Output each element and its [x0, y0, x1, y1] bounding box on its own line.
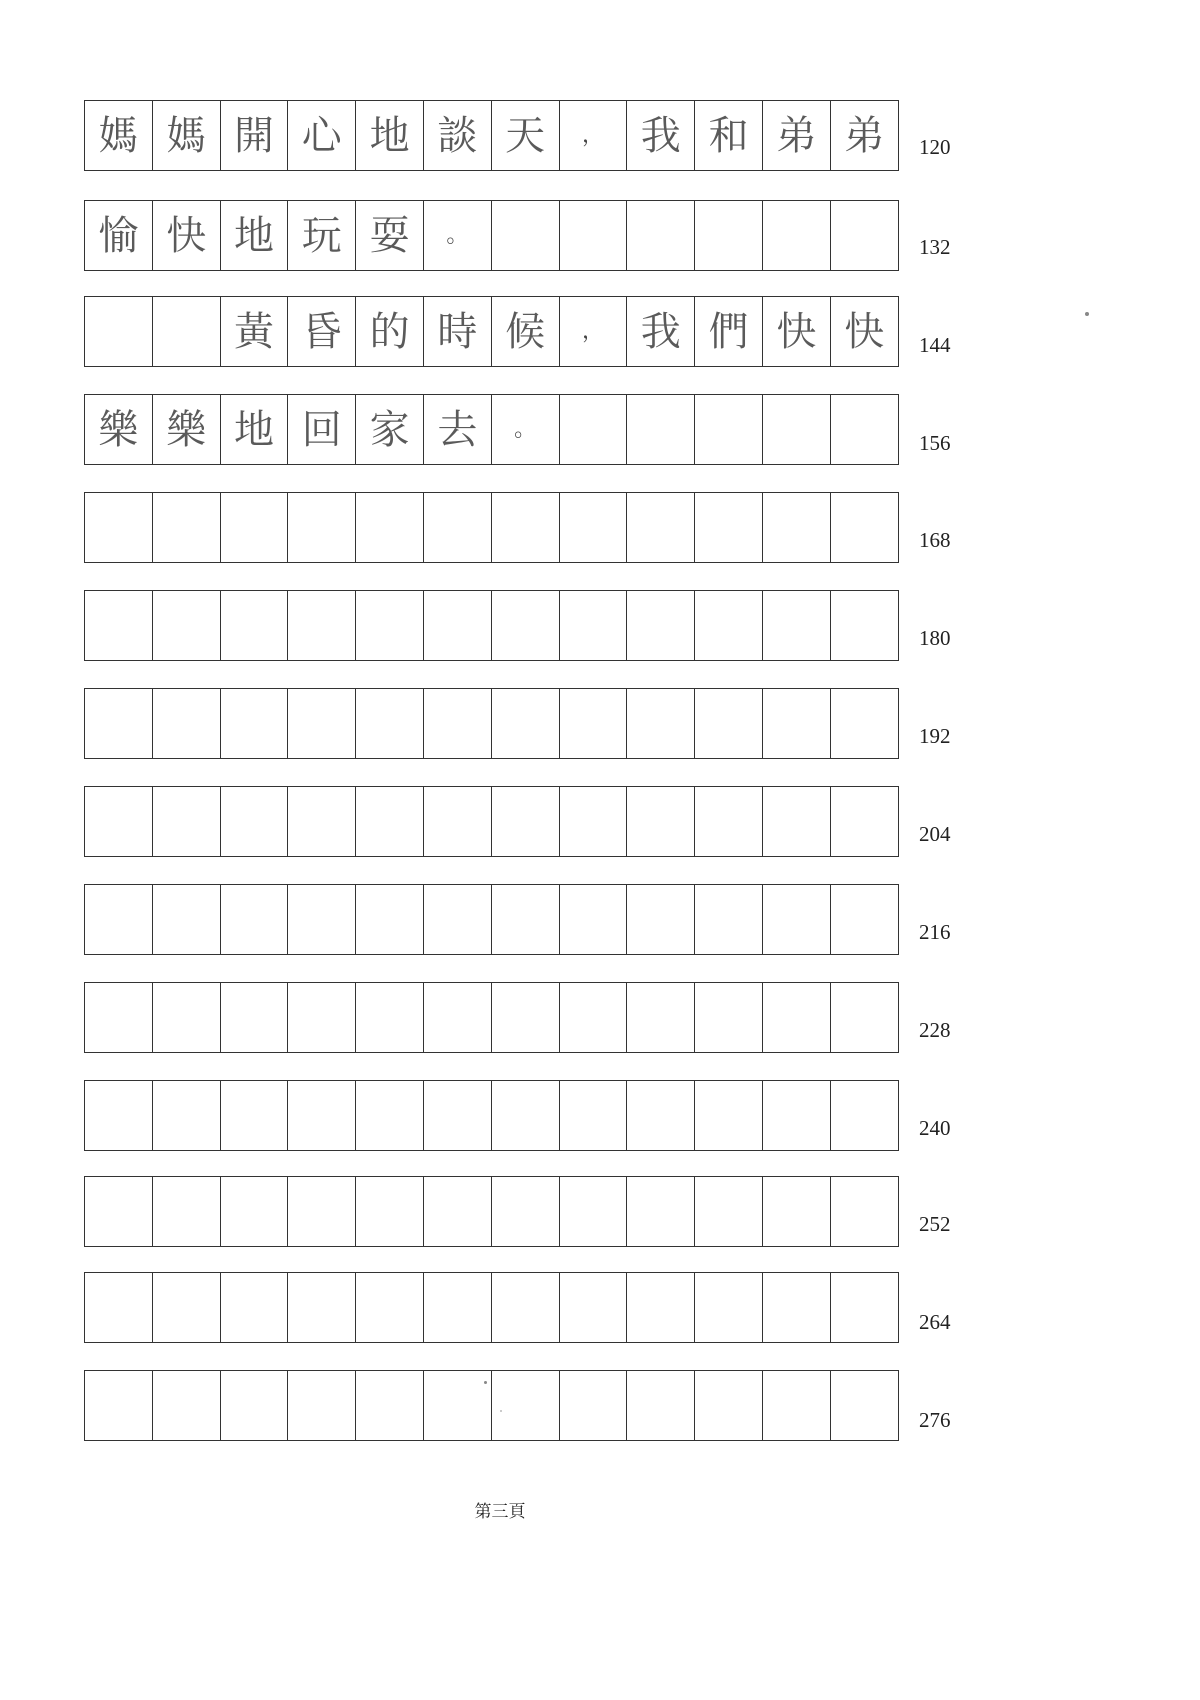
grid-cell: [762, 492, 830, 563]
grid-cell: [423, 590, 491, 661]
grid-cell: [559, 492, 627, 563]
grid-cell: 快: [762, 296, 830, 367]
grid-row: [84, 884, 910, 955]
grid-cell: 和: [694, 100, 762, 171]
grid-cell: [423, 492, 491, 563]
grid-row: [84, 394, 910, 465]
grid-cell: [694, 1176, 762, 1247]
grid-cell: [287, 982, 355, 1053]
grid-row: [84, 100, 910, 171]
grid-cell: 開: [220, 100, 288, 171]
grid-cell: [287, 492, 355, 563]
grid-cell: [559, 982, 627, 1053]
grid-cell: [152, 296, 220, 367]
grid-cell: [694, 394, 762, 465]
grid-cell: 快: [152, 200, 220, 271]
grid-cell: [287, 884, 355, 955]
grid-cell: [694, 590, 762, 661]
grid-cell: [355, 884, 423, 955]
grid-cell: [355, 688, 423, 759]
grid-cell: 家: [355, 394, 423, 465]
char-count-label: 132: [919, 235, 951, 259]
grid-cell: [355, 1176, 423, 1247]
grid-cell: [762, 982, 830, 1053]
grid-cell: [355, 1272, 423, 1343]
grid-row: [84, 786, 910, 857]
grid-cell: [84, 1176, 152, 1247]
grid-cell: 樂: [152, 394, 220, 465]
grid-cell: 我: [626, 296, 694, 367]
grid-cell: [626, 688, 694, 759]
grid-cell: [559, 200, 627, 271]
grid-cell: [626, 1176, 694, 1247]
grid-cell: [491, 492, 559, 563]
grid-cell: [423, 786, 491, 857]
grid-cell: [287, 1176, 355, 1247]
grid-row: [84, 1176, 910, 1247]
grid-cell: [830, 982, 899, 1053]
char-count-label: 264: [919, 1310, 951, 1334]
grid-cell: [220, 1370, 288, 1441]
grid-cell: [84, 1080, 152, 1151]
scan-speck: [1085, 312, 1089, 316]
grid-cell: 我: [626, 100, 694, 171]
grid-cell: [694, 1272, 762, 1343]
grid-cell: [694, 492, 762, 563]
grid-cell: [559, 786, 627, 857]
grid-cell: 時: [423, 296, 491, 367]
char-count-label: 216: [919, 920, 951, 944]
grid-cell: [423, 1370, 491, 1441]
grid-cell: [152, 786, 220, 857]
grid-cell: [491, 590, 559, 661]
grid-row: [84, 1080, 910, 1151]
grid-cell: [220, 492, 288, 563]
grid-cell: [830, 786, 899, 857]
grid-row: [84, 1272, 910, 1343]
grid-cell: [830, 688, 899, 759]
grid-cell: [491, 884, 559, 955]
grid-cell: 地: [220, 200, 288, 271]
grid-cell: [355, 982, 423, 1053]
grid-cell: [762, 688, 830, 759]
grid-cell: 地: [355, 100, 423, 171]
scan-speck: [500, 1410, 502, 1412]
grid-cell: [84, 982, 152, 1053]
grid-cell: [152, 1176, 220, 1247]
grid-row: [84, 982, 910, 1053]
grid-row: [84, 1370, 910, 1441]
grid-cell: [84, 1272, 152, 1343]
grid-row: [84, 590, 910, 661]
grid-cell: 的: [355, 296, 423, 367]
grid-cell: 黃: [220, 296, 288, 367]
scan-speck: [484, 1381, 487, 1384]
grid-cell: 地: [220, 394, 288, 465]
grid-cell: [491, 982, 559, 1053]
grid-cell: [694, 786, 762, 857]
grid-cell: [694, 884, 762, 955]
grid-cell: [626, 1080, 694, 1151]
grid-cell: [559, 1176, 627, 1247]
grid-row: [84, 200, 910, 271]
grid-cell: [830, 200, 899, 271]
grid-cell: [220, 1272, 288, 1343]
grid-cell: [491, 786, 559, 857]
grid-cell: [152, 492, 220, 563]
grid-cell: 候: [491, 296, 559, 367]
grid-cell: [423, 982, 491, 1053]
char-count-label: 240: [919, 1116, 951, 1140]
char-count-label: 144: [919, 333, 951, 357]
grid-cell: [287, 1370, 355, 1441]
grid-cell: [626, 200, 694, 271]
grid-cell: 。: [491, 394, 559, 465]
grid-cell: 玩: [287, 200, 355, 271]
grid-cell: [626, 492, 694, 563]
grid-cell: ，: [559, 100, 627, 171]
grid-cell: 們: [694, 296, 762, 367]
grid-cell: [626, 884, 694, 955]
grid-cell: [423, 1272, 491, 1343]
grid-cell: [626, 786, 694, 857]
grid-cell: [152, 1272, 220, 1343]
grid-cell: [220, 1176, 288, 1247]
char-count-label: 252: [919, 1212, 951, 1236]
grid-cell: 心: [287, 100, 355, 171]
grid-cell: [830, 884, 899, 955]
grid-cell: [830, 1176, 899, 1247]
grid-row: [84, 296, 910, 367]
char-count-label: 180: [919, 626, 951, 650]
grid-cell: 快: [830, 296, 899, 367]
grid-cell: [152, 688, 220, 759]
grid-cell: [220, 590, 288, 661]
grid-cell: 回: [287, 394, 355, 465]
grid-cell: [220, 688, 288, 759]
grid-cell: [152, 884, 220, 955]
grid-cell: 媽: [84, 100, 152, 171]
grid-cell: 談: [423, 100, 491, 171]
grid-cell: [762, 1370, 830, 1441]
grid-cell: [694, 1370, 762, 1441]
grid-cell: ，: [559, 296, 627, 367]
grid-cell: [762, 1176, 830, 1247]
grid-cell: [423, 1080, 491, 1151]
grid-cell: [84, 296, 152, 367]
grid-cell: [762, 590, 830, 661]
grid-cell: [762, 1080, 830, 1151]
grid-cell: [423, 884, 491, 955]
grid-cell: [762, 1272, 830, 1343]
grid-cell: [762, 786, 830, 857]
grid-cell: [626, 982, 694, 1053]
grid-cell: [491, 1272, 559, 1343]
grid-row: [84, 492, 910, 563]
grid-cell: 媽: [152, 100, 220, 171]
grid-cell: [287, 1272, 355, 1343]
grid-cell: 耍: [355, 200, 423, 271]
grid-cell: 愉: [84, 200, 152, 271]
grid-cell: [830, 590, 899, 661]
grid-cell: [626, 394, 694, 465]
grid-cell: [559, 884, 627, 955]
grid-cell: [152, 982, 220, 1053]
grid-cell: [355, 590, 423, 661]
grid-cell: [152, 1370, 220, 1441]
grid-cell: [355, 1080, 423, 1151]
grid-cell: 天: [491, 100, 559, 171]
grid-cell: [694, 200, 762, 271]
page-number-label: 第三頁: [474, 1502, 526, 1522]
grid-cell: [423, 688, 491, 759]
grid-cell: [220, 786, 288, 857]
grid-cell: 去: [423, 394, 491, 465]
grid-cell: 昏: [287, 296, 355, 367]
grid-cell: [559, 688, 627, 759]
grid-cell: [626, 590, 694, 661]
grid-cell: [830, 1370, 899, 1441]
char-count-label: 156: [919, 431, 951, 455]
grid-cell: [559, 590, 627, 661]
grid-cell: [84, 884, 152, 955]
grid-cell: [694, 688, 762, 759]
grid-cell: [491, 1370, 559, 1441]
grid-cell: [559, 1080, 627, 1151]
grid-cell: [762, 394, 830, 465]
grid-cell: 弟: [830, 100, 899, 171]
grid-cell: [694, 1080, 762, 1151]
grid-cell: 。: [423, 200, 491, 271]
grid-cell: [762, 200, 830, 271]
grid-cell: [355, 1370, 423, 1441]
grid-cell: [626, 1272, 694, 1343]
grid-cell: [152, 590, 220, 661]
grid-cell: [220, 982, 288, 1053]
grid-cell: [355, 492, 423, 563]
grid-cell: [762, 884, 830, 955]
grid-cell: [491, 1080, 559, 1151]
grid-cell: [491, 200, 559, 271]
grid-cell: [220, 884, 288, 955]
grid-cell: [287, 590, 355, 661]
grid-cell: [423, 1176, 491, 1247]
grid-cell: [559, 1272, 627, 1343]
grid-cell: [491, 688, 559, 759]
char-count-label: 204: [919, 822, 951, 846]
grid-cell: [152, 1080, 220, 1151]
grid-cell: [84, 688, 152, 759]
grid-cell: [830, 394, 899, 465]
char-count-label: 168: [919, 528, 951, 552]
grid-cell: [84, 786, 152, 857]
grid-cell: [491, 1176, 559, 1247]
char-count-label: 276: [919, 1408, 951, 1432]
grid-cell: [84, 590, 152, 661]
grid-cell: [830, 1272, 899, 1343]
grid-cell: [84, 1370, 152, 1441]
grid-cell: [694, 982, 762, 1053]
grid-cell: [830, 1080, 899, 1151]
char-count-label: 228: [919, 1018, 951, 1042]
grid-cell: [287, 688, 355, 759]
grid-cell: [220, 1080, 288, 1151]
grid-cell: [355, 786, 423, 857]
grid-cell: [626, 1370, 694, 1441]
grid-cell: [559, 1370, 627, 1441]
grid-cell: [287, 786, 355, 857]
grid-cell: 弟: [762, 100, 830, 171]
grid-cell: 樂: [84, 394, 152, 465]
char-count-label: 192: [919, 724, 951, 748]
grid-cell: [84, 492, 152, 563]
grid-cell: [830, 492, 899, 563]
grid-row: [84, 688, 910, 759]
char-count-label: 120: [919, 135, 951, 159]
grid-cell: [559, 394, 627, 465]
grid-cell: [287, 1080, 355, 1151]
